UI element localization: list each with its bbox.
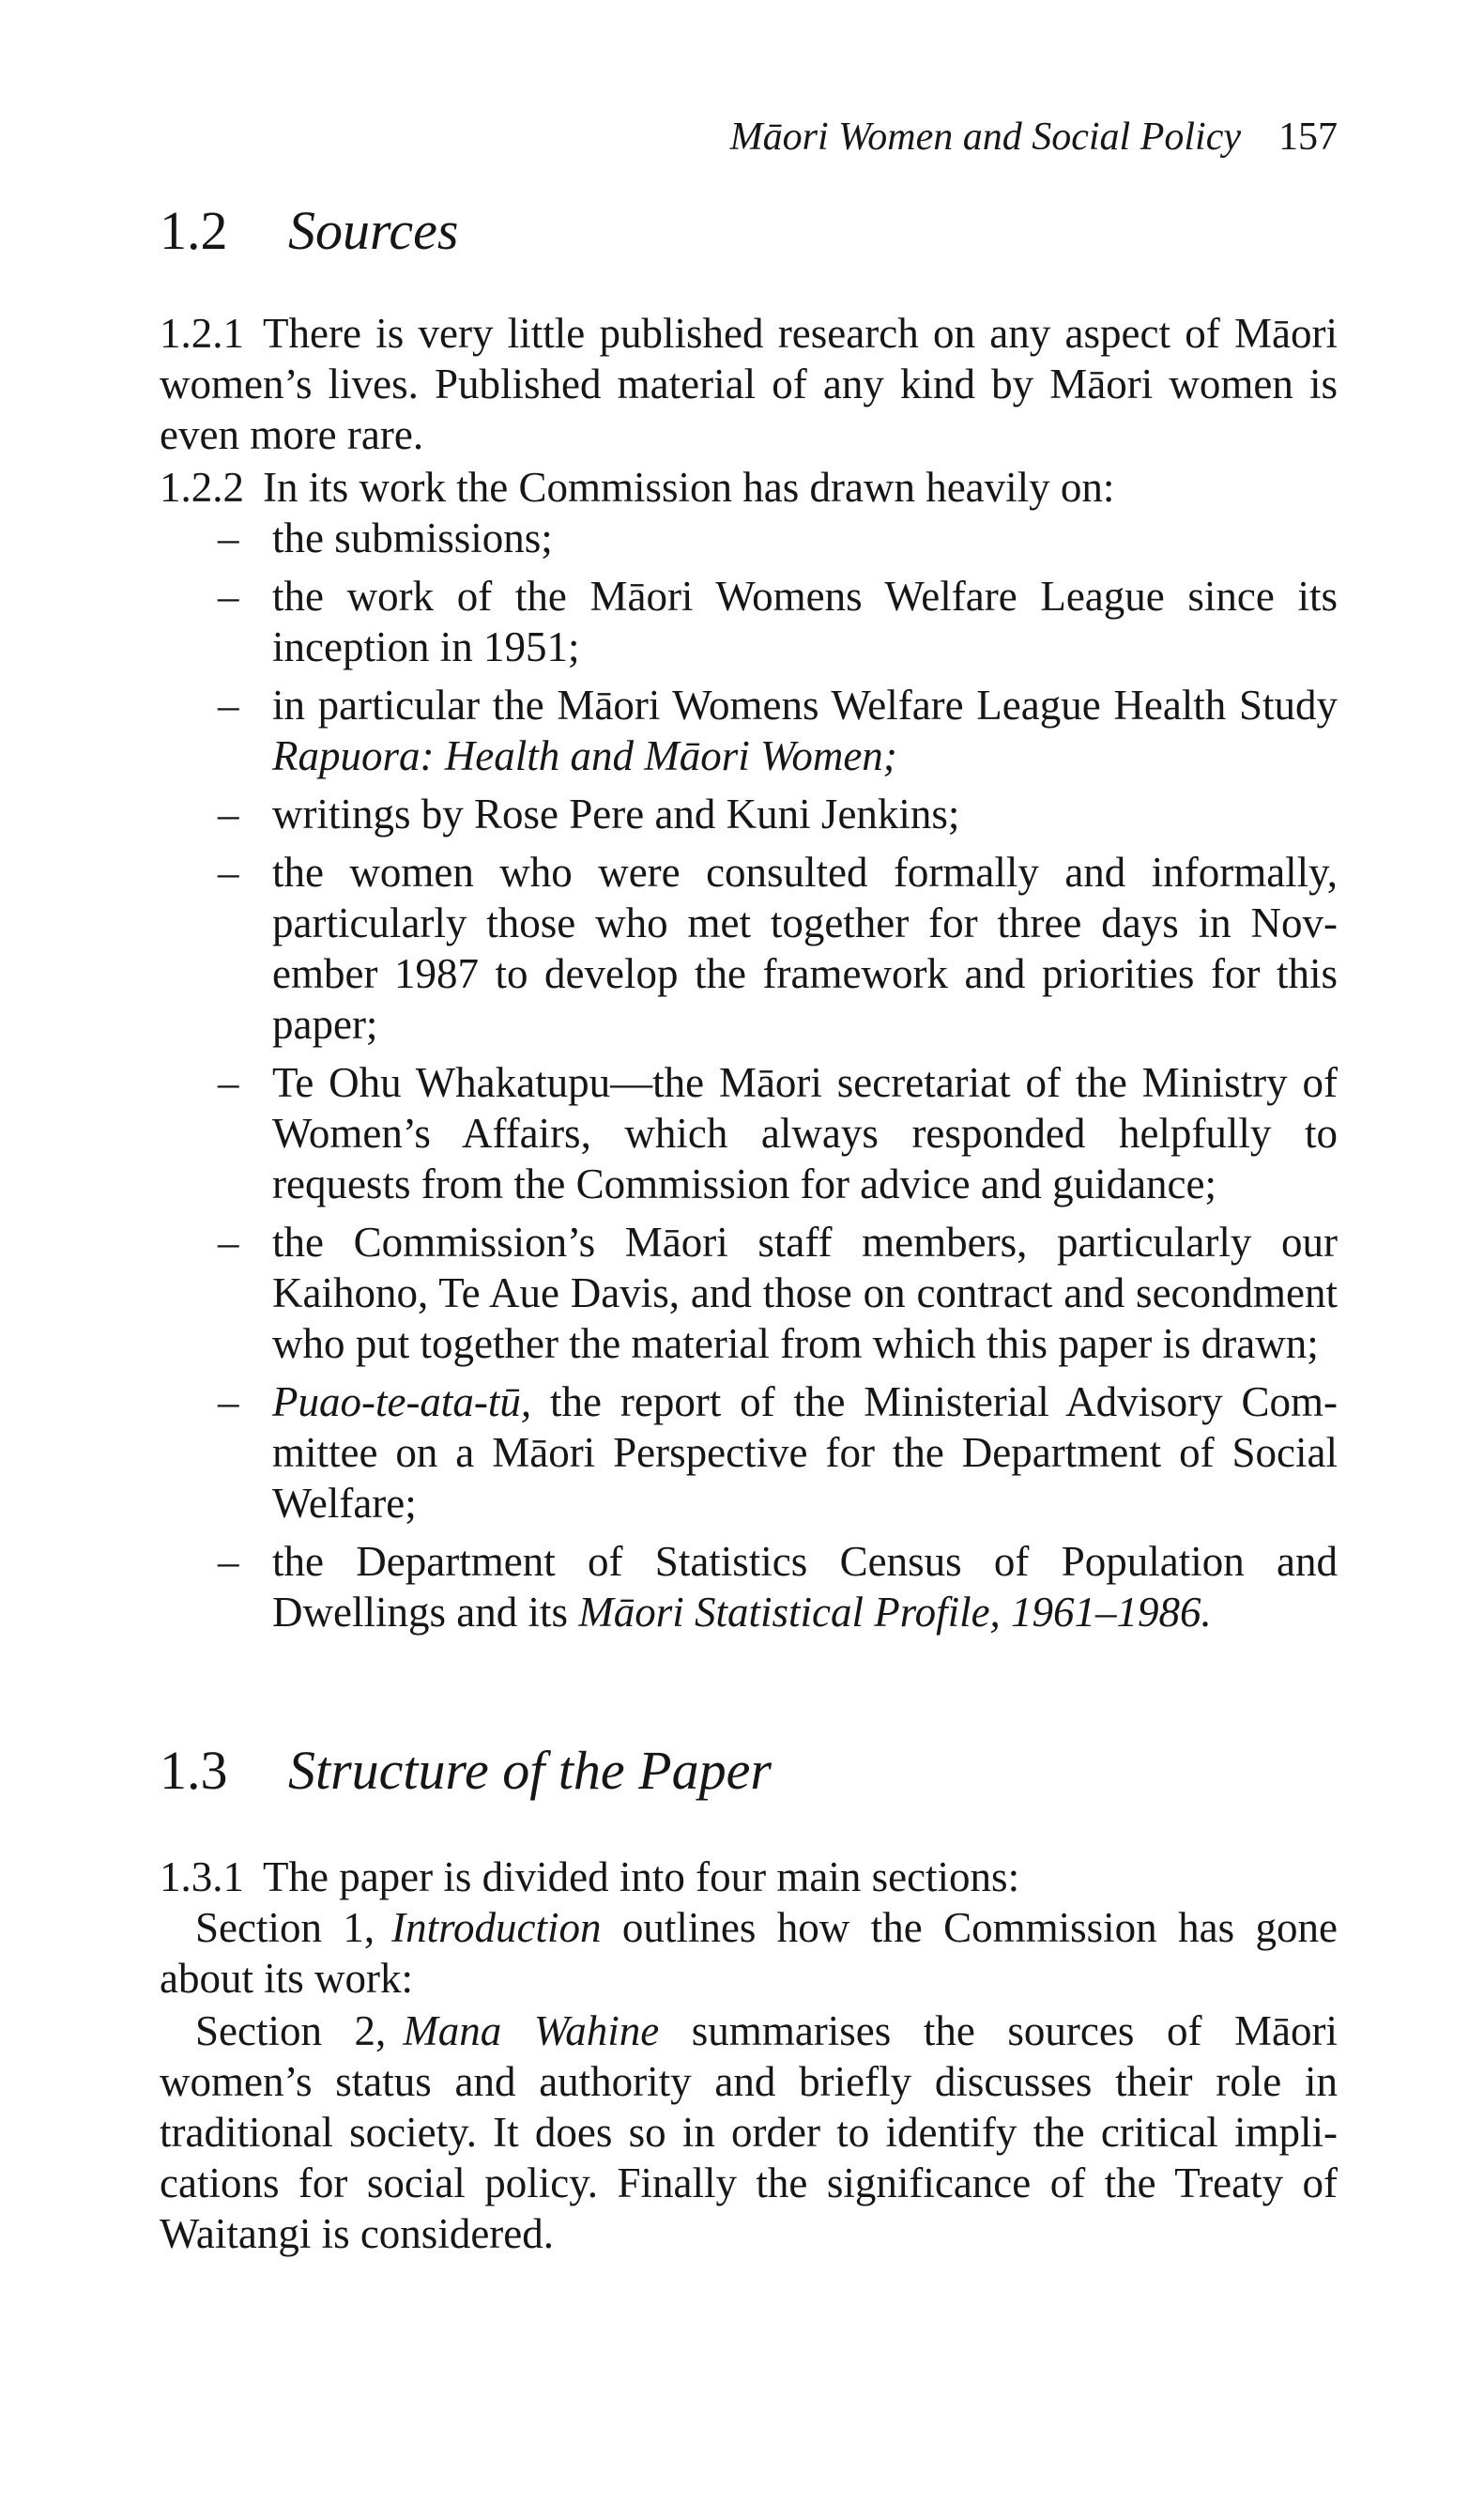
source-list-item xyxy=(218,1217,1338,1369)
section-lead: Section 1, xyxy=(195,1904,375,1951)
source-list-item xyxy=(218,513,1338,563)
paragraph-section-2-summary xyxy=(160,2006,1338,2259)
sources-list xyxy=(218,513,1338,1645)
list-dash: – xyxy=(218,791,239,838)
list-item-text: the Commission’s Māori staff members, particularly our Kaihono, Te Aue Davis, and those on contract and secondment who put together the material from which this paper is drawn; xyxy=(272,1219,1338,1367)
italic-title: Puao-te-ata-tū, xyxy=(272,1378,532,1425)
paragraph-text: summarises the sources of Māori women’s status and authority and briefly discusses their role in traditional society. It does so in order to identify the critical implications for social policy. Finally the significance of the Treaty of Waitangi is considered. xyxy=(160,2007,1338,2257)
list-item-text: the report of the Ministerial Advisory Committee on a Māori Perspective for the Department of Social Welfare; xyxy=(272,1378,1338,1527)
list-dash: – xyxy=(218,1378,239,1425)
italic-title: Rapuora: Health and Māori Women; xyxy=(272,732,897,779)
list-dash: – xyxy=(218,1059,239,1106)
source-list-item xyxy=(218,1376,1338,1529)
list-item-text: the Department of Statistics Census of Population and Dwellings and its xyxy=(272,1538,1338,1636)
list-dash: – xyxy=(218,1538,239,1585)
paragraph-text: outlines how the Commission has gone about its work: xyxy=(160,1904,1338,2002)
section-title: Sources xyxy=(288,200,459,261)
paragraph-number: 1.3.1 xyxy=(160,1853,244,1900)
list-dash: – xyxy=(218,849,239,896)
list-item-text: the submissions; xyxy=(272,515,553,561)
italic-title: Māori Statistical Profile, 1961–1986. xyxy=(578,1589,1212,1636)
list-item-text: the work of the Māori Womens Welfare League since its inception in 1951; xyxy=(272,573,1338,670)
section-heading-sources xyxy=(160,197,458,265)
paragraph-text: There is very little published research on any aspect of Māori women’s lives. Published material of any kind by Māori women is even more rare. xyxy=(160,310,1338,458)
section-name: Introduction xyxy=(391,1904,602,1951)
paragraph-1-2-1 xyxy=(160,308,1338,460)
source-list-item xyxy=(218,571,1338,672)
paragraph-number: 1.2.1 xyxy=(160,310,244,357)
list-item-text: in particular the Māori Womens Welfare League Health Study xyxy=(272,682,1338,729)
section-lead: Section 2, xyxy=(195,2007,387,2054)
list-dash: – xyxy=(218,682,239,729)
paragraph-text: The paper is divided into four main sections: xyxy=(263,1853,1020,1900)
list-item-text: the women who were consulted formally and informally, particularly those who met together for three days in November 1987 to develop the framework and priorities for this paper; xyxy=(272,849,1338,1048)
running-title: Māori Women and Social Policy xyxy=(729,115,1241,159)
paragraph-1-2-2 xyxy=(160,462,1338,513)
paragraph-section-1-summary xyxy=(160,1902,1338,2004)
section-heading-structure xyxy=(160,1737,772,1805)
running-header xyxy=(0,111,1338,163)
list-dash: – xyxy=(218,1219,239,1266)
paragraph-text: In its work the Commission has drawn heavily on: xyxy=(263,464,1115,511)
list-dash: – xyxy=(218,515,239,561)
page-number: 157 xyxy=(1278,115,1338,159)
section-name: Mana Wahine xyxy=(403,2007,660,2054)
source-list-item xyxy=(218,1536,1338,1637)
section-title: Structure of the Paper xyxy=(288,1740,772,1801)
list-item-text: writings by Rose Pere and Kuni Jenkins; xyxy=(272,791,960,838)
source-list-item xyxy=(218,680,1338,781)
section-number: 1.3 xyxy=(160,1740,228,1801)
source-list-item xyxy=(218,1057,1338,1209)
paragraph-1-3-1 xyxy=(160,1852,1338,1902)
source-list-item xyxy=(218,847,1338,1050)
section-number: 1.2 xyxy=(160,200,228,261)
list-dash: – xyxy=(218,573,239,620)
paragraph-number: 1.2.2 xyxy=(160,464,244,511)
list-item-text: Te Ohu Whakatupu—the Māori secretariat of the Ministry of Women’s Affairs, which always responded helpfully to requests from the Commission for advice and guidance; xyxy=(272,1059,1338,1207)
source-list-item xyxy=(218,789,1338,839)
